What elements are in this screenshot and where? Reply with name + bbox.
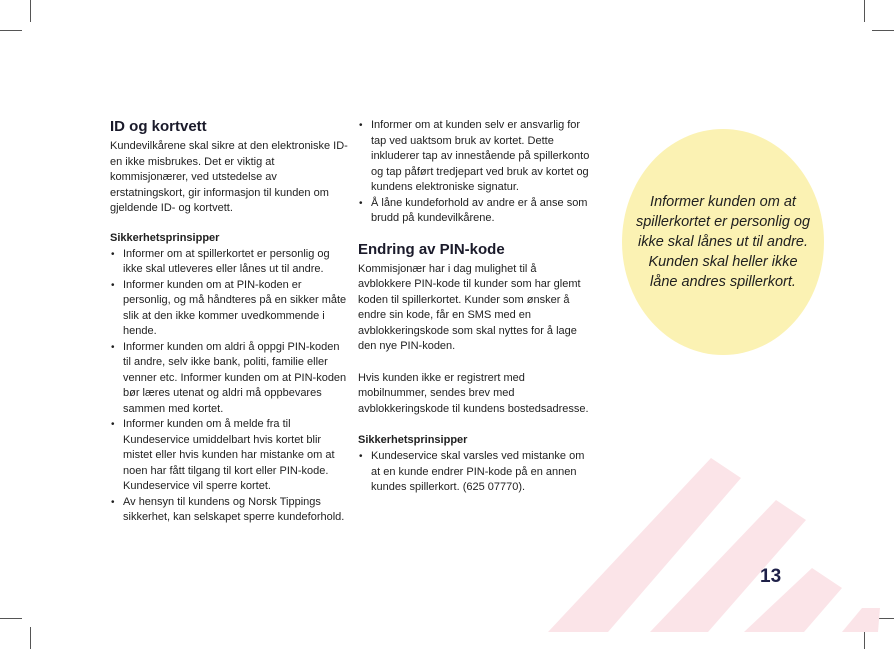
bullet-list (358, 118, 590, 227)
column-left (110, 118, 348, 526)
bullet-list (358, 449, 590, 496)
pin-paragraph: Hvis kunden ikke er registrert med mobilnummer, sendes brev med avblokkeringskode til kundens bostedsadresse. (358, 371, 589, 415)
list-item: • Informer om at spillerkortet er personlig og ikke skal utleveres eller lånes ut til andre. (110, 247, 348, 278)
column-middle (358, 118, 590, 496)
section-title-pin: Endring av PIN-kode (358, 240, 505, 258)
list-item: • Informer kunden om å melde fra til Kundeservice umiddelbart hvis kortet blir mistet eller hvis kunden har mistanke om at noen har fått tilgang til kort eller PIN-kode. Kundeservice vil sperre kortet. (110, 417, 348, 495)
page-number: 13 (760, 566, 782, 587)
intro-paragraph: Kundevilkårene skal sikre at den elektroniske ID-en ikke misbrukes. Det er viktig at kommisjonærer, ved utstedelse av erstatningskort, gir informasjon til kunden om gjeldende ID- og kortvett. (110, 140, 348, 214)
list-item: • Av hensyn til kundens og Norsk Tippings sikkerhet, kan selskapet sperre kundeforhold. (110, 495, 348, 526)
section-title-id: ID og kortvett (110, 118, 207, 135)
list-item: • Informer om at kunden selv er ansvarlig for tap ved uaktsom bruk av kortet. Dette inkluderer tap av innestående på spillerkonto og tap påført tredjepart ved bruk av kortet og kundens elektroniske signatur. (358, 118, 590, 196)
pin-paragraph: Kommisjonær har i dag mulighet til å avblokkere PIN-kode til kunder som har glemt koden til spillerkortet. Kunder som ønsker å endre sin kode, får en SMS med en avblokkeringskode som skal nyttes for å lage den nye PIN-koden. (358, 262, 581, 352)
list-item: • Informer kunden om at PIN-koden er personlig, og må håndteres på en sikker måte slik at den ikke kommer uvedkommende i hende. (110, 278, 348, 340)
callout-bubble (622, 129, 824, 355)
callout-text: Informer kunden om at spillerkortet er personlig og ikke skal lånes ut til andre. Kunden skal heller ikke låne andres spillerkort. (635, 194, 811, 290)
list-item: • Å låne kundeforhold av andre er å anse som brudd på kundevilkårene. (358, 196, 590, 227)
subheading-security: Sikkerhetsprinsipper (110, 231, 220, 244)
list-item: • Informer kunden om aldri å oppgi PIN-koden til andre, selv ikke bank, politi, familie eller venner etc. Informer kunden om at PIN-koden bør læres utenat og aldri må oppbevares sammen med kortet. (110, 340, 348, 418)
bullet-list (110, 247, 348, 526)
stripe (842, 608, 880, 632)
list-item: • Kundeservice skal varsles ved mistanke om at en kunde endrer PIN-kode på en annen kundes spillerkort. (625 07770). (358, 449, 590, 496)
subheading-security: Sikkerhetsprinsipper (358, 434, 468, 446)
stripe (744, 568, 842, 632)
